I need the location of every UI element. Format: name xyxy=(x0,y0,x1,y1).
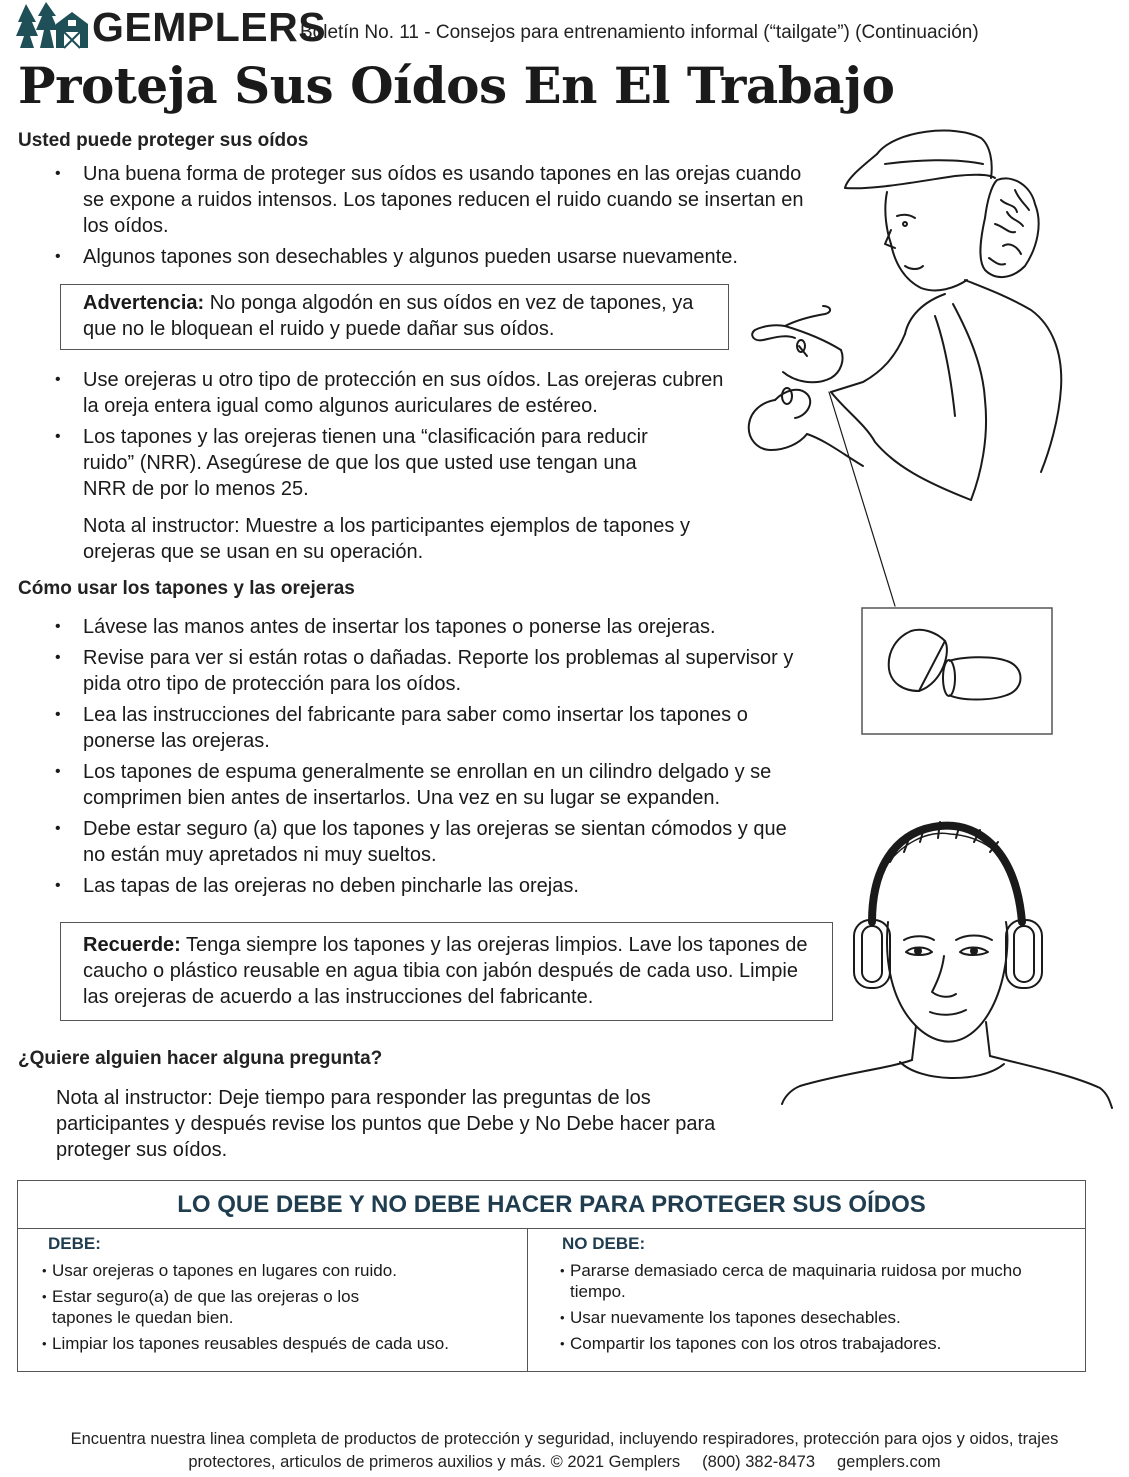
section-heading-how-to: Cómo usar los tapones y las orejeras xyxy=(18,578,355,599)
how-to-list xyxy=(55,614,807,904)
list-item: • Usar orejeras o tapones en lugares con ruido. xyxy=(42,1260,517,1281)
list-item: • Limpiar los tapones reusables después de cada uso. xyxy=(42,1333,517,1354)
list-item: • Usar nuevamente los tapones desechables. xyxy=(560,1307,1075,1328)
brand-name: GEMPLERS xyxy=(92,4,327,50)
protect-list xyxy=(55,161,825,275)
list-item: • Algunos tapones son desechables y algunos pueden usarse nuevamente. xyxy=(55,244,825,270)
list-item: • Pararse demasiado cerca de maquinaria ruidosa por mucho tiempo. xyxy=(560,1260,1075,1302)
list-item: • Revise para ver si están rotas o dañadas. Reporte los problemas al supervisor y pida otro tipo de protección para los oídos. xyxy=(55,645,807,697)
footer-copyright: protectores, articulos de primeros auxilios y más. © 2021 Gemplers xyxy=(188,1453,681,1471)
footer-line-2 xyxy=(0,1451,1129,1474)
gemplers-logo-icon xyxy=(16,2,90,50)
bulletin-subtitle: Boletín No. 11 - Consejos para entrenamiento informal (“tailgate”) (Continuación) xyxy=(300,22,979,43)
worker-earplug-illustration xyxy=(745,120,1115,560)
warning-label: Advertencia: xyxy=(83,292,205,314)
do-heading: DEBE: xyxy=(48,1234,101,1253)
earmuffs-illustration xyxy=(780,812,1115,1112)
dont-heading: NO DEBE: xyxy=(562,1234,646,1253)
section-heading-questions: ¿Quiere alguien hacer alguna pregunta? xyxy=(18,1048,383,1069)
dont-list xyxy=(528,1260,1085,1354)
footer-website-link[interactable]: gemplers.com xyxy=(837,1453,941,1471)
do-list xyxy=(18,1260,527,1354)
remember-text: Tenga siempre los tapones y las orejeras limpios. Lave los tapones de caucho o plástico reusable en agua tibia con jabón después de cada uso. Limpie las orejeras de acuerdo a las instrucciones del fabricante. xyxy=(83,934,808,1008)
do-column xyxy=(18,1229,528,1371)
dont-column xyxy=(528,1229,1085,1371)
list-item: • Lávese las manos antes de insertar los tapones o ponerse las orejeras. xyxy=(55,614,807,640)
list-item: • Los tapones y las orejeras tienen una “clasificación para reducir ruido” (NRR). Asegúrese de que los que usted use tengan una NRR de por lo menos 25. xyxy=(55,424,683,502)
remember-label: Recuerde: xyxy=(83,934,181,956)
list-item: • Lea las instrucciones del fabricante para saber como insertar los tapones o ponerse las orejeras. xyxy=(55,702,793,754)
list-item: • Los tapones de espuma generalmente se enrollan en un cilindro delgado y se comprimen bien antes de insertarlos. Una vez en su lugar se expanden. xyxy=(55,759,807,811)
footer xyxy=(0,1428,1129,1474)
warning-text: No ponga algodón en sus oídos en vez de tapones, ya que no le bloquean el ruido y puede dañar sus oídos. xyxy=(83,292,694,340)
remember-box xyxy=(60,922,833,1021)
list-item: • Compartir los tapones con los otros trabajadores. xyxy=(560,1333,1075,1354)
dos-donts-title: LO QUE DEBE Y NO DEBE HACER PARA PROTEGER SUS OÍDOS xyxy=(18,1181,1085,1229)
protect-list-2 xyxy=(55,367,725,507)
section-heading-protect: Usted puede proteger sus oídos xyxy=(18,130,309,151)
dos-donts-table xyxy=(17,1180,1086,1372)
list-item: • Use orejeras u otro tipo de protección en sus oídos. Las orejeras cubren la oreja entera igual como algunos auriculares de estéreo. xyxy=(55,367,725,419)
page-title: Proteja Sus Oídos En El Trabajo xyxy=(18,56,895,115)
footer-phone[interactable]: (800) 382-8473 xyxy=(702,1453,815,1471)
list-item: • Estar seguro(a) de que las orejeras o los tapones le quedan bien. xyxy=(42,1286,392,1328)
list-item: • Las tapas de las orejeras no deben pincharle las orejas. xyxy=(55,873,807,899)
list-item: • Una buena forma de proteger sus oídos es usando tapones en las orejas cuando se expone a ruidos intensos. Los tapones reducen el ruido cuando se insertan en los oídos. xyxy=(55,161,825,239)
instructor-note-1: Nota al instructor: Muestre a los participantes ejemplos de tapones y orejeras que se usan en su operación. xyxy=(83,515,690,563)
earplugs-illustration xyxy=(861,607,1053,735)
instructor-note-2: Nota al instructor: Deje tiempo para responder las preguntas de los participantes y después revise los puntos que Debe y No Debe hacer para proteger sus oídos. xyxy=(56,1087,716,1161)
footer-line-1: Encuentra nuestra linea completa de productos de protección y seguridad, incluyendo respiradores, protección para ojos y oidos, trajes xyxy=(70,1430,1059,1448)
list-item: • Debe estar seguro (a) que los tapones y las orejeras se sientan cómodos y que no están muy apretados ni muy sueltos. xyxy=(55,816,803,868)
warning-box xyxy=(60,284,729,350)
